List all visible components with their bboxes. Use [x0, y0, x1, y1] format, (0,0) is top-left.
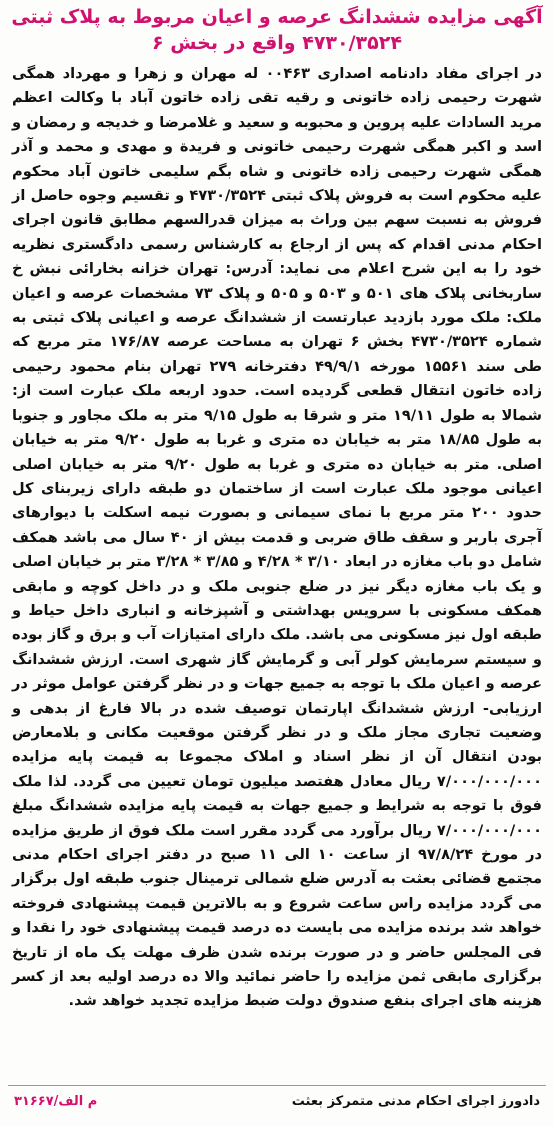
notice-code: ۳۱۶۶۷/م الف: [14, 1093, 98, 1109]
notice-title-line2: ۴۷۳۰/۳۵۲۴ واقع در بخش ۶: [152, 32, 402, 54]
issuer-signature: دادورز اجرای احکام مدنی متمرکز بعثت: [291, 1093, 540, 1109]
notice-title: [8, 4, 546, 56]
notice-footer: [14, 1090, 540, 1112]
footer-divider: [8, 1085, 546, 1086]
notice-body: در اجرای مفاد دادنامه اصداری ۰۰۴۶۳ له مهران و زهرا و مهرداد همگی شهرت رحیمی زاده خاتونی و رقیه تقی زاده خاتون آباد با وکالت اعظم مرید السادات علیه پروین و محبوبه و سعید و غلامرضا و خدیجه و رمضان و اسد و اکبر همگی شهرت رحیمی خاتونی و فریدة و مهدی و محمد و آذر همگی شهرت رحیمی زاده خاتونی و شاه بگم سلیمی خاتون آباد محکوم علیه محکوم است به فروش پلاک ثبتی ۴۷۳۰/۳۵۲۴ و تقسیم وجوه حاصل از فروش به نسبت سهم بین وراث به میزان قدرالسهم مطابق قانون اجرای احکام مدنی اقدام که پس از ارجاع به کارشناس رسمی دادگستری نظریه خود را به این شرح اعلام می نماید: آدرس: تهران خزانه بخارائی نبش خ ساربخانی پلاک های ۵۰۱ و ۵۰۳ و ۵۰۵ و پلاک ۷۳ مشخصات عرصه و اعیان ملک: ملک مورد بازدید عبارتست از ششدانگ عرصه و اعیانی پلاک ثبتی به شماره ۴۷۳۰/۳۵۲۴ بخش ۶ تهران به مساحت عرصه ۱۷۶/۸۷ متر مربع که طی سند ۱۵۵۶۱ مورخه ۴۹/۹/۱ دفترخانه ۲۷۹ تهران بنام محمود رحیمی زاده خاتون انتقال قطعی گردیده است. حدود اربعه ملک عبارت است از: شمالا به طول ۱۹/۱۱ متر و شرقا به طول ۹/۱۵ متر به ملک مجاور و جنوبا به طول ۱۸/۸۵ متر به خیابان ده متری و غربا به طول ۹/۲۰ متر به خیابان اصلی. متر به خیابان ده متری و غربا به طول ۹/۲۰ متر به خیابان اصلی اعیانی موجود ملک عبارت است از ساختمان دو طبقه دارای زیربنای کل حدود ۲۰۰ متر مربع با نمای سیمانی و بصورت نیمه اسکلت با دیوارهای آجری باربر و سقف طاق ضربی و قدمت بیش از ۴۰ سال می باشد همکف شامل دو باب مغازه در ابعاد ۳/۱۰ * ۴/۲۸ و ۳/۸۵ * ۳/۲۸ متر بر خیابان اصلی و یک باب مغازه دیگر نیز در ضلع جنوبی ملک و در داخل کوچه و مابقی همکف مسکونی با سرویس بهداشتی و آشپزخانه و انباری داخل حیاط و طبقه اول نیز مسکونی می باشد. ملک دارای امتیازات آب و برق و گاز بوده و سیستم سرمایش کولر آبی و گرمایش گاز شهری است. ارزش ششدانگ عرصه و اعیان ملک با توجه به جمیع جهات و در نظر گرفتن عوامل موثر در ارزیابی- ارزش ششدانگ اپارتمان توصیف شده در بالا فارغ از بدهی و وضعیت تجاری مجاز ملک و در نظر گرفتن موقعیت مکانی و بلامعارض بودن انتقال آن از نظر اسناد و املاک مجموعا به قیمت پایه مزایده ۷/۰۰۰/۰۰۰/۰۰۰ ریال معادل هفتصد میلیون تومان تعیین می گردد. لذا ملک فوق با توجه به شرایط و جمیع جهات به قیمت پایه مزایده ششدانگ مبلغ ۷/۰۰۰/۰۰۰/۰۰۰ ریال برآورد می گردد مقرر است ملک فوق از طریق مزایده در مورخ ۹۷/۸/۲۴ از ساعت ۱۰ الی ۱۱ صبح در دفتر اجرای احکام مدنی مجتمع قضائی بعثت به آدرس ضلع شمالی ترمینال جنوب طبقه اول برگزار می گردد مزایده راس ساعت شروع و به بالاترین قیمت پیشنهادی فروخته خواهد شد برنده مزایده می بایست ده درصد قیمت پیشنهادی خود را نقدا و فی المجلس حاضر و در صورت برنده شدن ظرف مهلت یک ماه از تاریخ برگزاری مابقی ثمن مزایده را حاضر نمائید والا ده درصد اولیه بعد از کسر هزینه های اجرای بنفع صندوق دولت ضبط مزایده تجدید خواهد شد.: [12, 65, 543, 1010]
notice-title-line1: آگهی مزایده ششدانگ عرصه و اعیان مربوط به پلاک ثبتی: [11, 6, 543, 28]
auction-notice: [8, 4, 546, 1120]
